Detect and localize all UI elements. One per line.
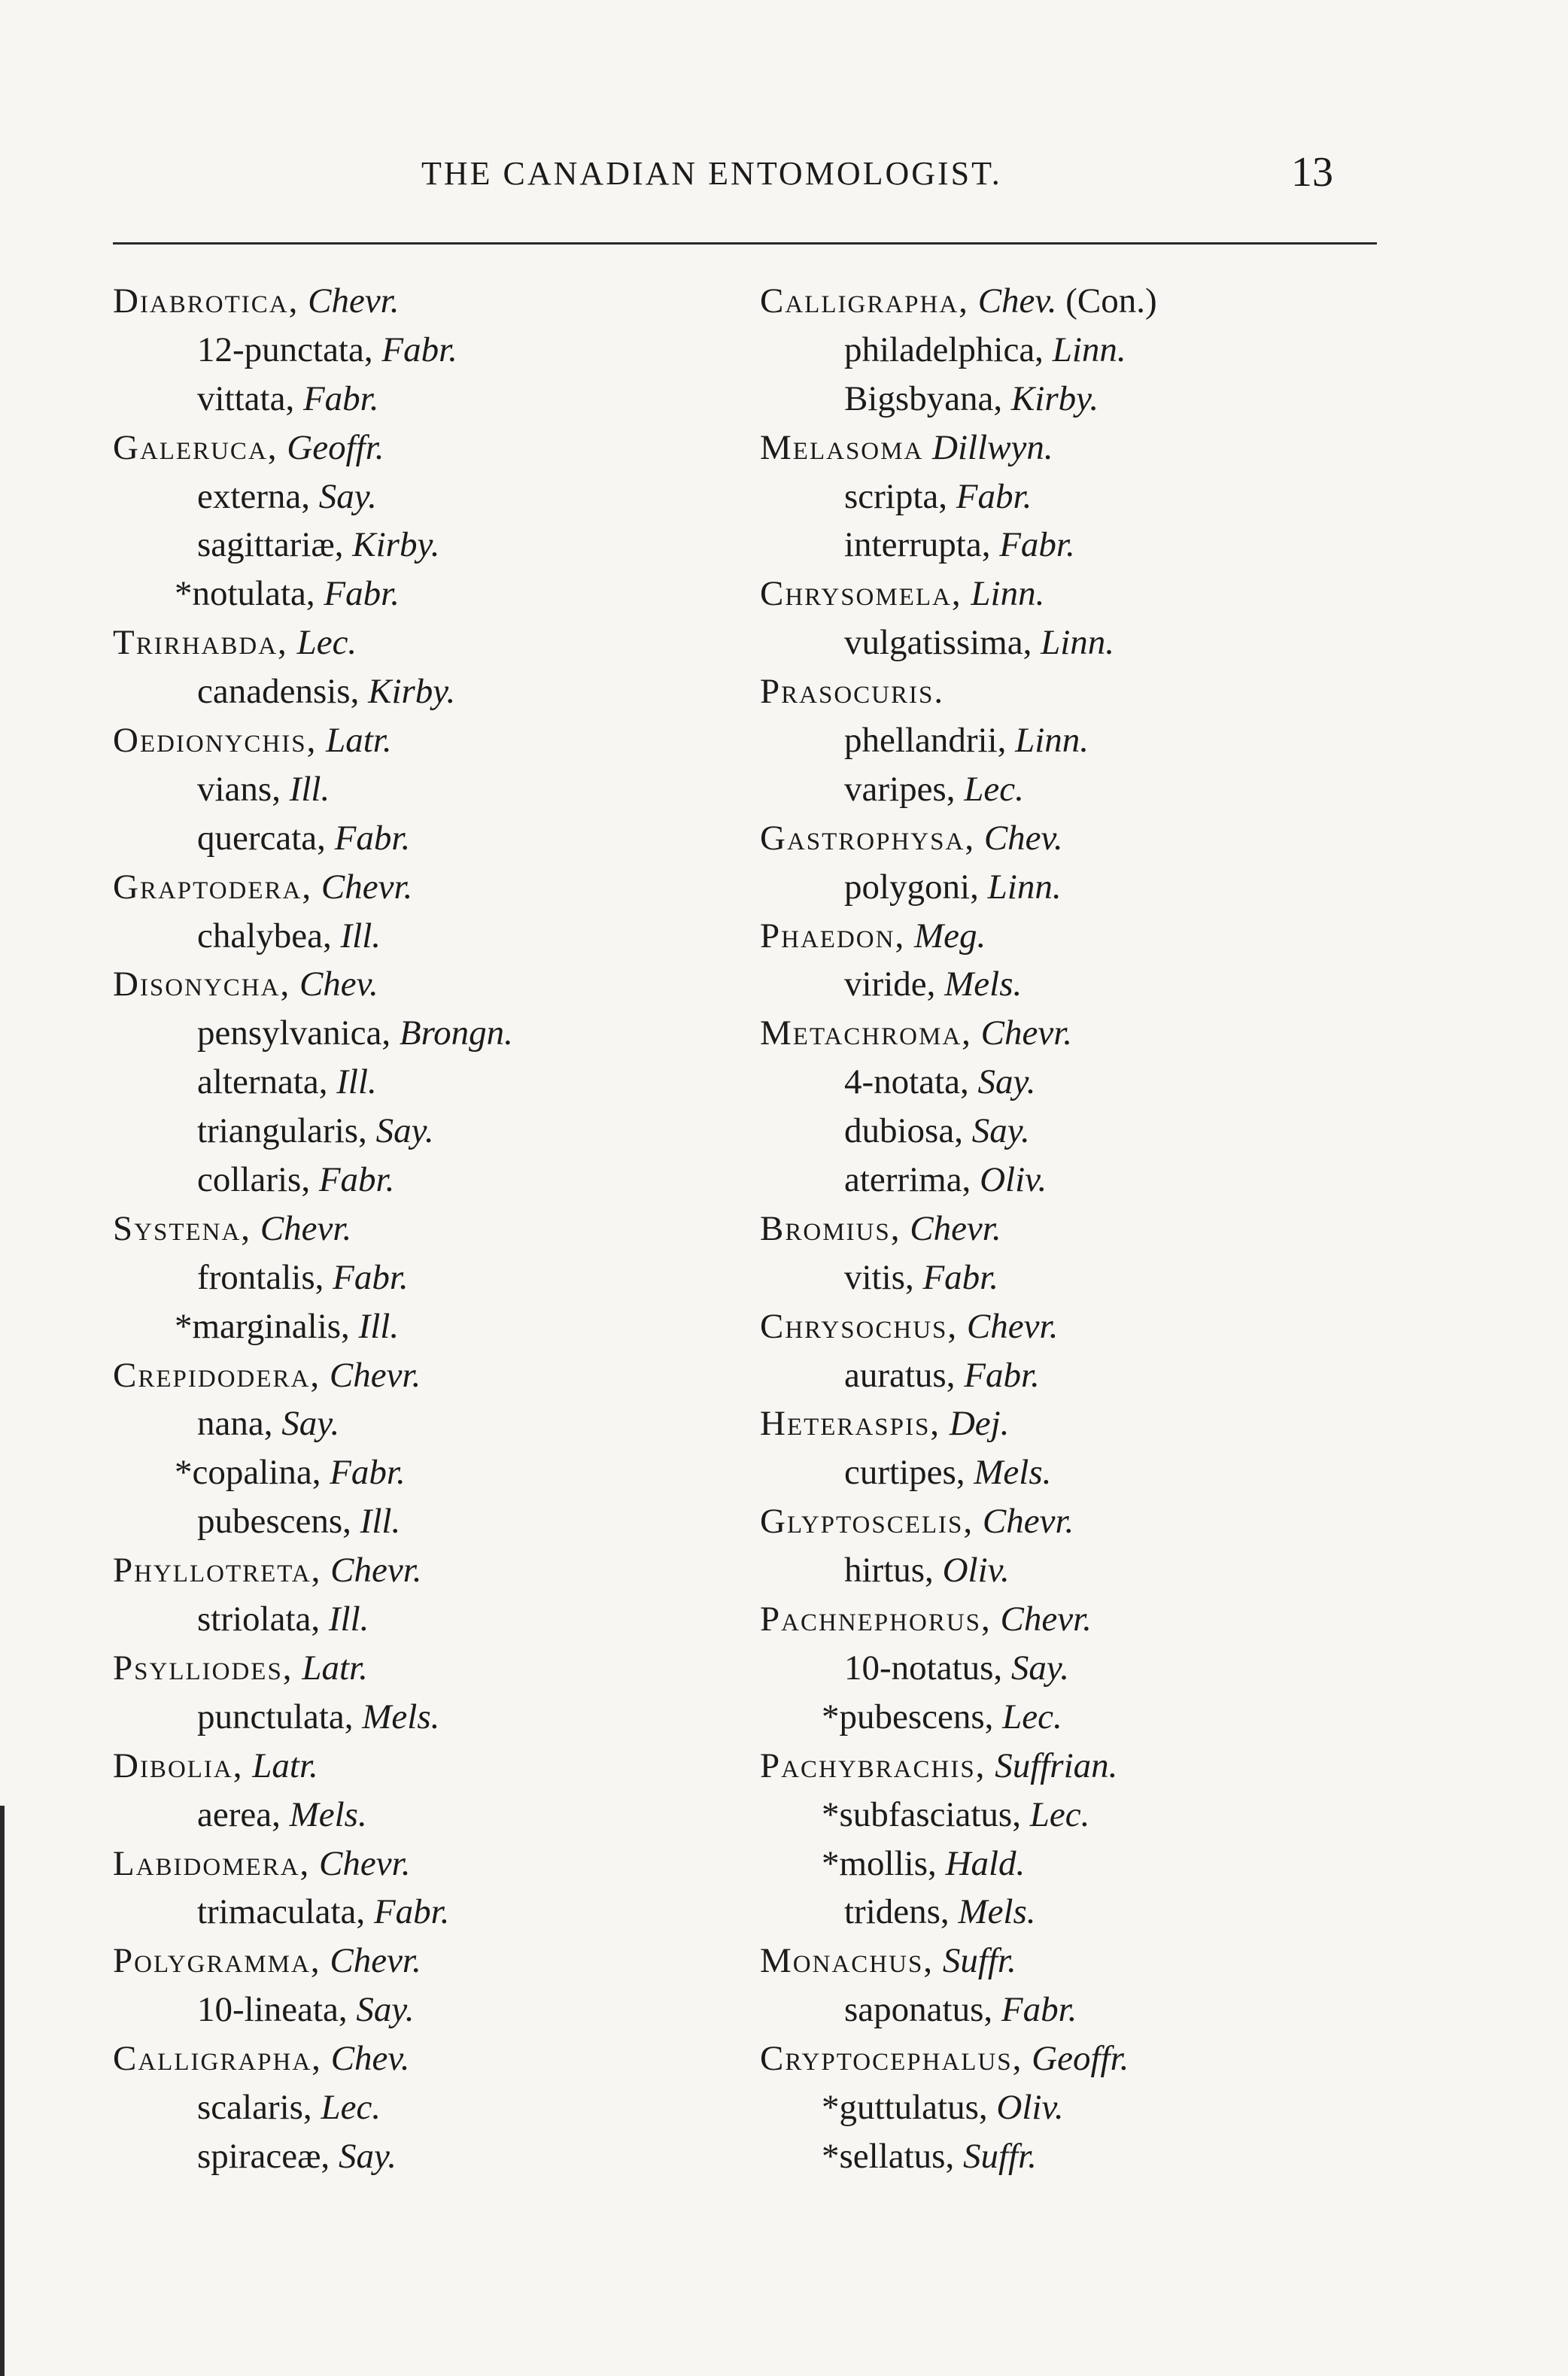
taxon-author: Chev. [977, 281, 1057, 321]
species-entry [113, 1595, 790, 1644]
genus-entry [113, 1937, 790, 1986]
taxon-name: Galeruca, [113, 427, 278, 467]
taxon-author: Ill. [340, 916, 381, 956]
species-entry [113, 1302, 790, 1351]
species-entry [113, 2083, 790, 2132]
species-entry [760, 472, 1437, 521]
taxon-author: Suffr. [942, 1941, 1016, 1981]
taxon-author: Lec. [1029, 1794, 1090, 1834]
taxon-name: striolata, [197, 1600, 321, 1639]
taxon-author: Chevr. [910, 1208, 1001, 1248]
taxon-name: curtipes, [844, 1453, 965, 1493]
taxon-author: Suffr. [962, 2136, 1037, 2176]
genus-entry [113, 1205, 790, 1253]
species-entry [760, 2132, 1437, 2181]
species-entry [113, 472, 790, 521]
taxon-author: Kirby. [352, 525, 440, 565]
species-entry [760, 1888, 1437, 1937]
taxon-name: Trirhabda, [113, 623, 288, 663]
genus-entry [113, 1742, 790, 1791]
species-entry [760, 1986, 1437, 2034]
species-entry [113, 1693, 790, 1742]
species-entry [113, 1253, 790, 1302]
taxon-name: sagittariæ, [197, 525, 344, 565]
species-entry [113, 1986, 790, 2034]
species-entry [760, 1644, 1437, 1693]
taxon-name: hirtus, [844, 1551, 934, 1591]
taxon-author: Latr. [252, 1746, 318, 1785]
species-entry [113, 1107, 790, 1156]
species-entry [113, 2132, 790, 2181]
taxon-author: Say. [1010, 1648, 1069, 1688]
genus-entry [760, 2034, 1437, 2083]
taxon-author: Chev. [299, 965, 378, 1004]
taxon-name: 12-punctata, [197, 330, 373, 369]
taxon-name: collaris, [197, 1160, 311, 1200]
taxon-author: Mels. [944, 965, 1023, 1004]
taxon-author: Oliv. [942, 1551, 1010, 1591]
taxon-author: Fabr. [922, 1257, 999, 1297]
taxon-author: Chevr. [260, 1208, 352, 1248]
genus-entry [113, 1840, 790, 1888]
taxon-name: Phyllotreta, [113, 1551, 322, 1591]
taxon-name: 10-notatus, [844, 1648, 1003, 1688]
taxon-name: aterrima, [844, 1160, 971, 1200]
species-entry [760, 1840, 1437, 1888]
genus-entry [760, 1937, 1437, 1986]
species-entry [113, 765, 790, 814]
taxon-author: Mels. [974, 1453, 1052, 1493]
taxon-name: Gastrophysa, [760, 818, 976, 858]
taxon-author: Fabr. [956, 476, 1032, 516]
species-entry [113, 521, 790, 570]
taxon-name: dubiosa, [844, 1111, 963, 1151]
taxon-name: *marginalis, [175, 1306, 350, 1346]
species-entry [760, 1791, 1437, 1840]
taxon-author: Lec. [964, 769, 1024, 809]
taxon-name: trimaculata, [197, 1892, 366, 1932]
species-entry [113, 912, 790, 961]
taxon-name: Bigsbyana, [844, 378, 1003, 418]
taxon-name: vians, [197, 769, 281, 809]
taxon-name: Crepidodera, [113, 1355, 321, 1395]
taxon-name: frontalis, [197, 1257, 324, 1297]
genus-entry [760, 1742, 1437, 1791]
taxon-name: Glyptoscelis, [760, 1502, 974, 1542]
genus-entry [760, 1205, 1437, 1253]
taxon-name: Pachybrachis, [760, 1746, 986, 1785]
species-entry [113, 1156, 790, 1205]
genus-entry [760, 570, 1437, 618]
taxon-name: philadelphica, [844, 330, 1044, 369]
taxon-author: Linn. [1015, 721, 1089, 761]
taxon-author: Ill. [358, 1306, 400, 1346]
taxon-author: Fabr. [302, 378, 379, 418]
taxon-author: Chevr. [330, 1941, 421, 1981]
genus-entry [760, 1497, 1437, 1546]
taxon-name: punctulata, [197, 1697, 354, 1736]
genus-entry [760, 1595, 1437, 1644]
species-entry [113, 667, 790, 716]
species-entry [760, 863, 1437, 912]
species-entry [760, 1058, 1437, 1107]
taxon-name: alternata, [197, 1062, 328, 1102]
taxon-name: spiraceæ, [197, 2136, 330, 2176]
taxon-name: scalaris, [197, 2087, 312, 2127]
genus-entry [113, 618, 790, 667]
taxon-name: Phaedon, [760, 916, 906, 956]
taxon-author: Ill. [328, 1600, 369, 1639]
taxon-author: Linn. [1041, 623, 1115, 663]
taxon-author: Say. [318, 476, 377, 516]
taxon-name: *sellatus, [822, 2136, 955, 2176]
species-entry [113, 1448, 790, 1497]
species-entry [760, 716, 1437, 765]
species-entry [113, 1791, 790, 1840]
species-entry [760, 1693, 1437, 1742]
continued-note: (Con.) [1056, 281, 1157, 321]
genus-entry [760, 1009, 1437, 1058]
taxon-name: quercata, [197, 818, 326, 858]
taxon-author: Chevr. [308, 281, 400, 321]
taxon-name: Prasocuris. [760, 672, 945, 712]
scan-edge [0, 1806, 5, 2376]
taxon-name: Metachroma, [760, 1013, 972, 1053]
taxon-name: triangularis, [197, 1111, 367, 1151]
taxon-name: *subfasciatus, [822, 1794, 1021, 1834]
genus-entry [113, 1351, 790, 1400]
taxon-author: Fabr. [373, 1892, 450, 1932]
taxon-author: Ill. [289, 769, 330, 809]
species-entry [113, 1058, 790, 1107]
taxon-author: Kirby. [1010, 378, 1099, 418]
taxon-author: Chevr. [966, 1306, 1059, 1346]
taxon-author: Mels. [289, 1794, 367, 1834]
taxon-name: Diabrotica, [113, 281, 299, 321]
taxon-author: Fabr. [999, 525, 1075, 565]
taxon-name: Labidomera, [113, 1843, 311, 1883]
genus-entry [760, 1302, 1437, 1351]
taxon-author: Fabr. [333, 1257, 409, 1297]
taxon-author: Fabr. [1001, 1990, 1077, 2030]
taxon-author: Hald. [945, 1843, 1026, 1883]
taxon-name: nana, [197, 1404, 273, 1444]
taxon-author: Lec. [1002, 1697, 1062, 1736]
taxon-name: *copalina, [175, 1453, 321, 1493]
taxon-author: Fabr. [381, 330, 457, 369]
genus-entry [113, 960, 790, 1009]
genus-entry [113, 2034, 790, 2083]
species-entry [760, 1156, 1437, 1205]
genus-entry [113, 1546, 790, 1595]
species-entry [760, 1351, 1437, 1400]
taxon-author: Latr. [302, 1648, 368, 1688]
taxon-name: Melasoma [760, 427, 924, 467]
taxon-author: Chevr. [329, 1355, 421, 1395]
taxon-author: Chevr. [980, 1013, 1073, 1053]
taxon-name: viride, [844, 965, 936, 1004]
taxon-author: Fabr. [324, 574, 400, 614]
species-entry [760, 1448, 1437, 1497]
genus-entry [760, 1399, 1437, 1448]
taxon-author: Chev. [983, 818, 1063, 858]
species-entry [760, 375, 1437, 424]
taxon-name: *guttulatus, [822, 2087, 988, 2127]
taxon-name: Psylliodes, [113, 1648, 293, 1688]
taxon-author: Geoffr. [287, 427, 384, 467]
taxon-author: Mels. [958, 1892, 1036, 1932]
taxon-name: externa, [197, 476, 311, 516]
taxon-name: Cryptocephalus, [760, 2039, 1023, 2079]
genus-entry [760, 667, 1437, 716]
species-entry [760, 618, 1437, 667]
taxon-name: Monachus, [760, 1941, 934, 1981]
taxon-name: vitis, [844, 1257, 914, 1297]
taxon-name: Bromius, [760, 1208, 901, 1248]
taxon-name: Graptodera, [113, 867, 313, 907]
species-entry [760, 326, 1437, 375]
genus-entry [760, 424, 1437, 472]
genus-entry [113, 863, 790, 912]
taxon-author: Dej. [949, 1404, 1010, 1444]
taxon-author: Oliv. [980, 1160, 1047, 1200]
species-entry [113, 814, 790, 863]
running-title: THE CANADIAN ENTOMOLOGIST. [421, 155, 1002, 192]
taxon-author: Say. [977, 1062, 1036, 1102]
taxon-name: pensylvanica, [197, 1013, 391, 1053]
taxon-author: Say. [338, 2136, 397, 2176]
genus-entry [760, 912, 1437, 961]
taxon-name: tridens, [844, 1892, 950, 1932]
taxon-name: polygoni, [844, 867, 979, 907]
taxon-name: chalybea, [197, 916, 332, 956]
right-column [760, 277, 1437, 2181]
taxon-author: Say. [971, 1111, 1030, 1151]
taxon-name: vittata, [197, 378, 295, 418]
species-entry [760, 960, 1437, 1009]
taxon-name: varipes, [844, 769, 956, 809]
taxon-author: Geoffr. [1032, 2039, 1129, 2079]
taxon-author: Brongn. [399, 1013, 513, 1053]
taxon-author: Lec. [321, 2087, 381, 2127]
taxon-name: vulgatissima, [844, 623, 1032, 663]
taxon-name: Dibolia, [113, 1746, 244, 1785]
taxon-name: Calligrapha, [760, 281, 969, 321]
taxon-author: Chevr. [982, 1502, 1074, 1542]
taxon-name: interrupta, [844, 525, 991, 565]
taxon-author: Say. [375, 1111, 434, 1151]
taxon-name: *mollis, [822, 1843, 937, 1883]
taxon-author: Ill. [360, 1502, 401, 1542]
species-entry [113, 1399, 790, 1448]
taxon-author: Kirby. [368, 672, 456, 712]
genus-entry [113, 424, 790, 472]
taxon-author: Suffrian. [995, 1746, 1118, 1785]
taxon-name: Pachnephorus, [760, 1600, 992, 1639]
species-entry [760, 1253, 1437, 1302]
taxon-author: Say. [281, 1404, 340, 1444]
taxon-author: Say. [356, 1990, 415, 2030]
page-header [0, 149, 1568, 214]
taxon-author: Meg. [913, 916, 986, 956]
species-entry [113, 1009, 790, 1058]
taxon-name: canadensis, [197, 672, 360, 712]
taxon-author: Chev. [330, 2039, 410, 2079]
species-entry [113, 570, 790, 618]
taxon-author: Chevr. [1000, 1600, 1092, 1639]
taxon-name: phellandrii, [844, 721, 1007, 761]
taxon-name: Systena, [113, 1208, 252, 1248]
taxon-name: 4-notata, [844, 1062, 969, 1102]
taxon-author: Ill. [336, 1062, 377, 1102]
taxon-author: Lec. [296, 623, 357, 663]
taxon-author: Mels. [362, 1697, 440, 1736]
taxon-author: Latr. [326, 721, 392, 761]
species-entry [760, 765, 1437, 814]
taxon-author: Oliv. [996, 2087, 1064, 2127]
taxon-name: scripta, [844, 476, 948, 516]
taxon-name: Chrysochus, [760, 1306, 959, 1346]
genus-entry [760, 277, 1437, 326]
species-entry [760, 521, 1437, 570]
genus-entry [113, 277, 790, 326]
taxon-author: Fabr. [330, 1453, 406, 1493]
taxon-name: auratus, [844, 1355, 956, 1395]
species-entry [113, 326, 790, 375]
taxon-name: *pubescens, [822, 1697, 994, 1736]
taxon-name: Heteraspis, [760, 1404, 941, 1444]
taxon-author: Linn. [1052, 330, 1126, 369]
genus-entry [760, 814, 1437, 863]
taxon-name: Chrysomela, [760, 574, 962, 614]
taxon-author: Chevr. [319, 1843, 411, 1883]
taxon-author: Chevr. [330, 1551, 422, 1591]
taxon-name: Disonycha, [113, 965, 291, 1004]
taxon-name: Calligrapha, [113, 2039, 322, 2079]
header-rule [113, 242, 1377, 245]
species-entry [113, 375, 790, 424]
genus-entry [113, 716, 790, 765]
taxon-author: Chevr. [321, 867, 413, 907]
species-entry [113, 1497, 790, 1546]
taxon-name: Polygramma, [113, 1941, 321, 1981]
taxon-author: Fabr. [964, 1355, 1040, 1395]
taxon-name: aerea, [197, 1794, 281, 1834]
taxon-name: saponatus, [844, 1990, 993, 2030]
species-entry [113, 1888, 790, 1937]
taxon-name: *notulata, [175, 574, 315, 614]
genus-entry [113, 1644, 790, 1693]
taxon-author: Linn. [971, 574, 1045, 614]
species-entry [760, 1546, 1437, 1595]
taxon-author: Dillwyn. [932, 427, 1053, 467]
species-entry [760, 2083, 1437, 2132]
taxon-name: 10-lineata, [197, 1990, 348, 2030]
species-entry [760, 1107, 1437, 1156]
left-column [113, 277, 790, 2181]
taxon-name: Oedionychis, [113, 721, 318, 761]
page-number: 13 [1291, 149, 1333, 196]
taxon-name: pubescens, [197, 1502, 351, 1542]
taxon-author: Fabr. [334, 818, 411, 858]
taxon-author: Linn. [987, 867, 1062, 907]
taxon-author: Fabr. [318, 1160, 395, 1200]
